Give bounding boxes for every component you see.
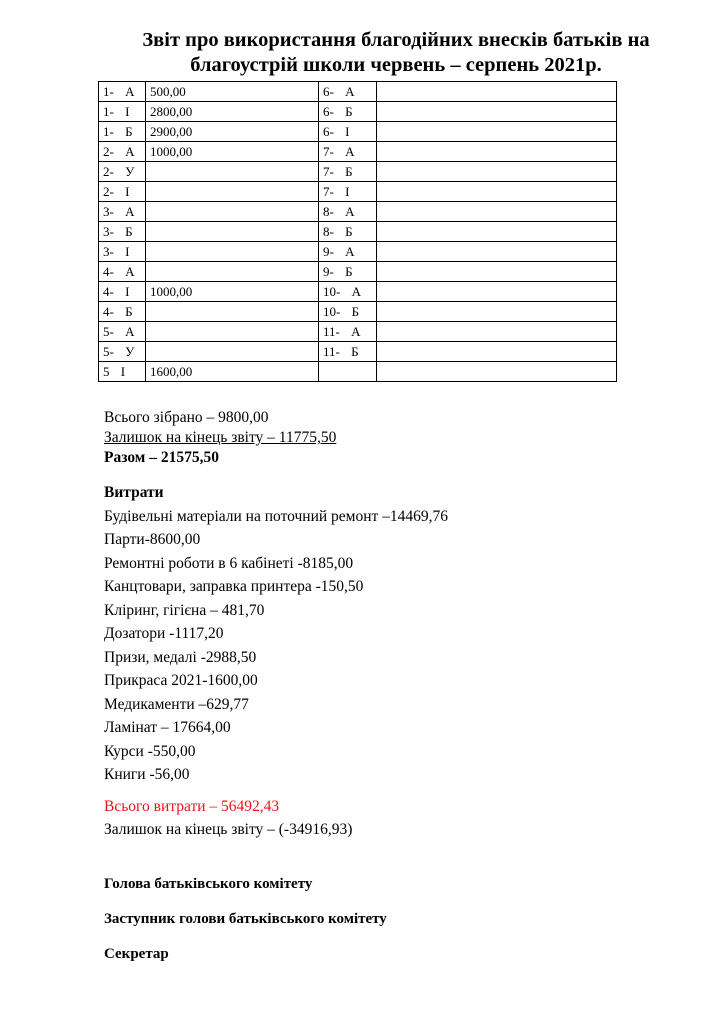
table-row	[99, 242, 617, 262]
summary-block	[104, 408, 336, 468]
class-cell: 5- У	[99, 342, 146, 362]
report-title-line-1: Звіт про використання благодійних внесків батьків на	[142, 29, 650, 51]
total-expenses: Всього витрати – 56492,43	[104, 798, 280, 815]
expense-item: Канцтовари, заправка принтера -150,50	[104, 578, 364, 595]
class-cell: 4- Б	[99, 302, 146, 322]
expense-item: Ремонтні роботи в 6 кабінеті -8185,00	[104, 554, 354, 572]
expense-item: Парти-8600,00	[104, 531, 201, 548]
amount-cell	[146, 202, 319, 222]
class-cell: 9- Б	[319, 262, 377, 282]
class-cell: 6- Б	[319, 102, 377, 122]
totals-block	[104, 795, 352, 841]
signature-deputy: Заступник голови батьківського комітету	[104, 911, 387, 927]
contributions-table	[98, 81, 617, 382]
expense-item: Кліринг, гігієна – 481,70	[104, 601, 265, 619]
amount-cell	[377, 222, 617, 242]
amount-cell	[377, 362, 617, 382]
class-cell: 4- І	[99, 282, 146, 302]
class-cell: 3- Б	[99, 222, 146, 242]
class-cell: 7- Б	[319, 162, 377, 182]
expense-item: Будівельні матеріали на поточний ремонт –14469,76	[104, 507, 449, 525]
expense-item: Курси -550,00	[104, 742, 196, 760]
class-cell: 6- І	[319, 122, 377, 142]
table-row	[99, 302, 617, 322]
class-cell: 2- А	[99, 142, 146, 162]
amount-cell	[377, 242, 617, 262]
table-row	[99, 142, 617, 162]
table-row	[99, 102, 617, 122]
class-cell: 5 І	[99, 362, 146, 382]
class-cell: 1- І	[99, 102, 146, 122]
contributions-table-body	[99, 82, 617, 382]
signature-secretary: Секретар	[104, 946, 169, 962]
table-row	[99, 122, 617, 142]
amount-cell	[377, 322, 617, 342]
amount-cell: 1000,00	[146, 142, 319, 162]
amount-cell	[377, 202, 617, 222]
class-cell: 6- А	[319, 82, 377, 102]
class-cell: 2- І	[99, 182, 146, 202]
expense-item: Дозатори -1117,20	[104, 625, 224, 642]
amount-cell	[146, 222, 319, 242]
amount-cell	[146, 322, 319, 342]
expense-item: Медикаменти –629,77	[104, 695, 249, 713]
grand-total: Разом – 21575,50	[104, 449, 219, 466]
amount-cell	[146, 262, 319, 282]
class-cell: 10- А	[319, 282, 377, 302]
class-cell: 10- Б	[319, 302, 377, 322]
table-row	[99, 82, 617, 102]
expenses-block	[104, 481, 448, 787]
expense-item: Призи, медалі -2988,50	[104, 648, 257, 666]
amount-cell	[146, 242, 319, 262]
table-row	[99, 162, 617, 182]
amount-cell	[377, 122, 617, 142]
class-cell: 2- У	[99, 162, 146, 182]
amount-cell: 1000,00	[146, 282, 319, 302]
amount-cell	[377, 342, 617, 362]
report-title-line-2: благоустрій школи червень – серпень 2021р.	[190, 54, 602, 76]
class-cell: 7- І	[319, 182, 377, 202]
balance-before: Залишок на кінець звіту – 11775,50	[104, 429, 337, 446]
signature-head: Голова батьківського комітету	[104, 876, 313, 892]
amount-cell	[146, 162, 319, 182]
class-cell: 11- А	[319, 322, 377, 342]
class-cell	[319, 362, 377, 382]
table-row	[99, 342, 617, 362]
expense-item: Ламінат – 17664,00	[104, 719, 231, 736]
amount-cell	[377, 162, 617, 182]
class-cell: 7- А	[319, 142, 377, 162]
expense-item: Прикраса 2021-1600,00	[104, 672, 258, 689]
class-cell: 11- Б	[319, 342, 377, 362]
class-cell: 4- А	[99, 262, 146, 282]
table-row	[99, 282, 617, 302]
class-cell: 1- А	[99, 82, 146, 102]
amount-cell: 2800,00	[146, 102, 319, 122]
class-cell: 8- А	[319, 202, 377, 222]
amount-cell: 500,00	[146, 82, 319, 102]
expense-item: Книги -56,00	[104, 766, 190, 783]
expenses-heading: Витрати	[104, 484, 164, 501]
class-cell: 3- А	[99, 202, 146, 222]
expenses-list	[104, 505, 448, 787]
amount-cell	[377, 262, 617, 282]
amount-cell	[377, 102, 617, 122]
report-title	[96, 28, 696, 78]
amount-cell	[377, 182, 617, 202]
amount-cell	[377, 302, 617, 322]
table-row	[99, 202, 617, 222]
class-cell: 5- А	[99, 322, 146, 342]
class-cell: 3- І	[99, 242, 146, 262]
class-cell: 9- А	[319, 242, 377, 262]
amount-cell	[377, 282, 617, 302]
final-balance: Залишок на кінець звіту – (-34916,93)	[104, 821, 353, 838]
table-row	[99, 362, 617, 382]
amount-cell: 1600,00	[146, 362, 319, 382]
total-collected: Всього зібрано – 9800,00	[104, 409, 269, 426]
table-row	[99, 262, 617, 282]
amount-cell	[146, 342, 319, 362]
amount-cell	[146, 182, 319, 202]
amount-cell	[377, 142, 617, 162]
class-cell: 1- Б	[99, 122, 146, 142]
amount-cell	[146, 302, 319, 322]
table-row	[99, 182, 617, 202]
amount-cell: 2900,00	[146, 122, 319, 142]
amount-cell	[377, 82, 617, 102]
table-row	[99, 322, 617, 342]
table-row	[99, 222, 617, 242]
class-cell: 8- Б	[319, 222, 377, 242]
